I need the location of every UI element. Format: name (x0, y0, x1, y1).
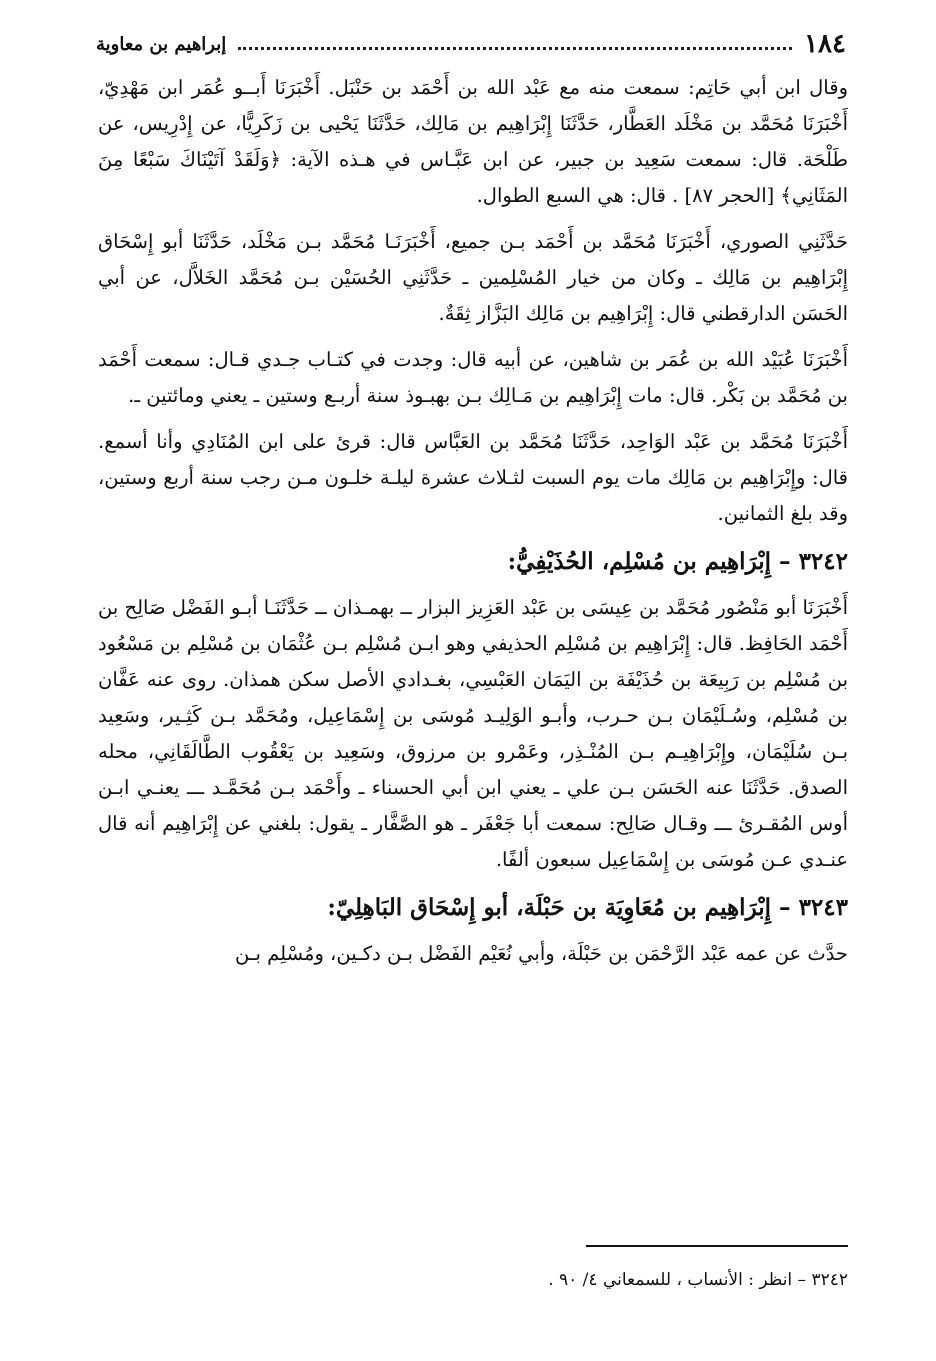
paragraph: أَخْبَرَنَا مُحَمَّد بن عَبْد الوَاحِد، حَدَّثَنَا مُحَمَّد بن العَبَّاس قال: قرئ على ابن المُنَادِي وأنا أسمع. قال: وإِبْرَاهِيم بن مَالِك مات يوم السبت لثـلاث عشرة ليلـة خلـون مـن رجب سنة أربع وستين، وقد بلغ الثمانين. (98, 430, 848, 525)
paragraph: وقال ابن أبي حَاتِم: سمعت منه مع عَبْد الله بن أَحْمَد بن حَنْبَل. أَخْبَرَنَا أَبــو عُمَر ابن مَهْدِيّ، أَخْبَرَنَا مُحَمَّد بن مَخْلَد العَطَّار، حَدَّثَنَا إِبْرَاهِيم بن مَالِك، حَدَّثَنَا يَحْيى بن زَكَرِيًّا، عن إِدْرِيس، عن طَلْحَة. قال: سمعت سَعِيد بن جبير، عن ابن عَبَّـاس في هـذه الآية: ﴿وَلَقَدْ آتَيْنَاكَ سَبْعًا مِنَ المَثَانِي﴾ [الحجر ٨٧] . قال: هي السبع الطوال. (98, 76, 848, 207)
footnote: ٣٢٤٢ – انظر : الأنساب ، للسمعاني ٤/ ٩٠ . (548, 1270, 848, 1290)
entry-text-3242: أَخْبَرَنَا أبو مَنْصُور مُحَمَّد بن عِيسَى بن عَبْد العَزِيز البزار ــ بهمـذان ــ حَدَّثَنَـا أبـو الفَضْل صَالِح بن أَحْمَد الحَافِظ. قال: إِبْرَاهِيم بن مُسْلِم الحذيفي وهو ابـن مُسْلِم بـن عُثْمَان بن مُسْلِم بن مَسْعُود بن مُسْلِم بن رَبِيعَة بن حُذَيْفَة بن اليَمَان العَبْسِي، بغـدادي الأصل سكن همذان. روى عنه عَفَّان بن مُسْلِم، وسُـلَيْمَان بـن حـرب، وأبـو الوَلِيـد مُوسَى بن إِسْمَاعِيل، ومُحَمَّد بـن كَثِـير، وسَعِيد بـن سُلَيْمَان، وإِبْرَاهِيـم بـن المُنْـذِر، وعَمْرو بن مرزوق، وسَعِيد بن يَعْقُوب الطَّالَقَانِي، محله الصدق. حَدَّثَنَا عنه الحَسَن بـن علي ـ يعني ابن أبي الحسناء ـ وأَحْمَد بـن مُحَمَّـد ـــ يعنـي ابـن أوس المُقـرئ ـــ وقـال صَالِح: سمعت أبا جَعْفَر ـ هو الصَّفَّار ـ يقول: بلغني عن إِبْرَاهِيم أنه قال عنـدي عـن مُوسَى بن إِسْمَاعِيل سبعون ألفًا. (98, 596, 848, 871)
paragraph: حَدَّثَنِي الصوري، أَخْبَرَنَا مُحَمَّد بن أَحْمَد بـن جميع، أَخْبَرَنَـا مُحَمَّد بـن مَخْلَد، حَدَّثَنَا أبو إِسْحَاق إِبْرَاهِيم بن مَالِك ـ وكان من خيار المُسْلِمين ـ حَدَّثَنِي الحُسَيْن بـن مُحَمَّد الخَلاَّل، عن أبي الحَسَن الدارقطني قال: إِبْرَاهِيم بن مَالِك البَزَّاز ثِقَةٌ. (98, 230, 848, 325)
entry-text-3243: حدَّث عن عمه عَبْد الرَّحْمَن بن حَبْلَة، وأبي نُعَيْم الفَضْل بـن دكـين، ومُسْلِم بـن (234, 942, 848, 965)
entry-heading-3243: ٣٢٤٣ – إِبْرَاهِيم بن مُعَاوِيَة بن حَبْلَة، أبو إِسْحَاق البَاهِلِيّ: (327, 894, 848, 921)
footnote-divider (586, 1245, 848, 1247)
entry-heading-3242: ٣٢٤٢ – إِبْرَاهِيم بن مُسْلِم، الحُذَيْفِيُّ: (507, 548, 848, 575)
page-number: ١٨٤ (804, 29, 846, 59)
running-title: إبراهيم بن معاوية (96, 33, 227, 55)
main-text (98, 70, 848, 982)
running-header (96, 24, 846, 64)
header-leader-dots (238, 47, 792, 50)
paragraph: أَخْبَرَنَا عُبَيْد الله بن عُمَر بن شاهين، عن أبيه قال: وجدت في كتـاب جـدي قـال: سمعت أَحْمَد بن مُحَمَّد بن بَكْر. قال: مات إِبْرَاهِيم بن مَـالِك بـن بهبـوذ سنة أربـع وستين ـ يعني ومائتين ـ. (98, 348, 848, 407)
